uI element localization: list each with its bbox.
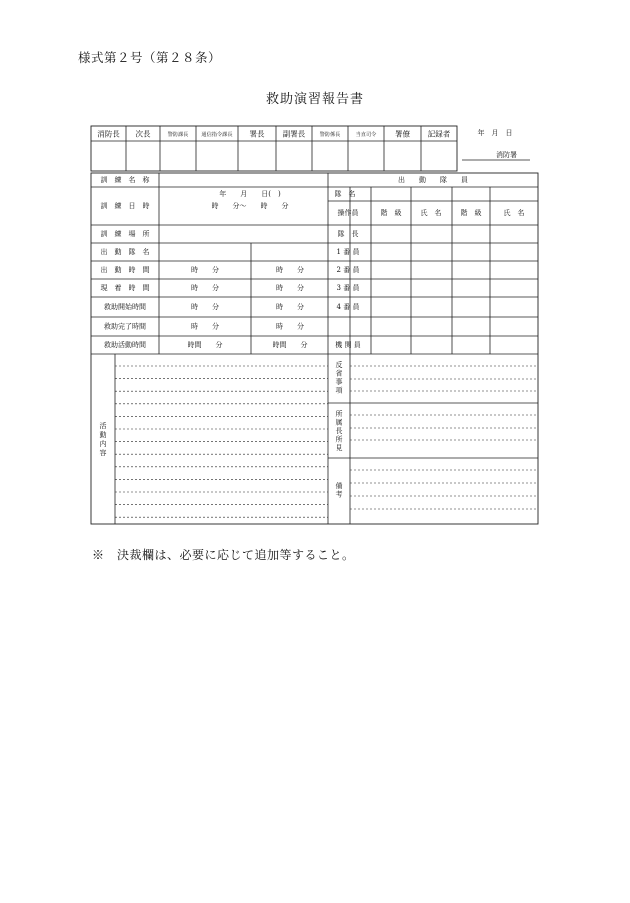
fire-station-label: 消防署 bbox=[496, 151, 517, 159]
training-name-label: 訓 練 名 称 bbox=[100, 176, 150, 184]
approval-header-5: 署長 bbox=[249, 129, 265, 139]
time-row-label: 救助活動時間 bbox=[104, 341, 146, 349]
operator-label: 操作員 bbox=[337, 209, 359, 217]
time-row-label: 救助完了時間 bbox=[104, 322, 146, 331]
approval-header-8: 当直司令 bbox=[355, 132, 377, 138]
time-value-first: 時 分 bbox=[191, 322, 219, 331]
approval-header-1: 消防長 bbox=[97, 129, 120, 139]
training-date-value: 年 月 日( ) bbox=[219, 190, 281, 198]
crew-role-2: 1 番 員 bbox=[336, 248, 360, 256]
approval-header-9: 署僚 bbox=[395, 129, 410, 139]
dispatch-unit-label: 出 動 隊 名 bbox=[100, 248, 150, 256]
unit-name-label: 隊 名 bbox=[334, 190, 356, 198]
approval-header-6: 副署長 bbox=[282, 129, 306, 139]
chief-opinion-label: 所 bbox=[335, 435, 343, 444]
training-place-label: 訓 練 場 所 bbox=[100, 230, 150, 238]
reflection-label: 反 bbox=[335, 361, 343, 369]
approval-header-2: 次長 bbox=[135, 129, 151, 139]
form-number: 様式第２号（第２８条） bbox=[78, 50, 222, 65]
chief-opinion-label: 見 bbox=[335, 444, 343, 452]
document-title: 救助演習報告書 bbox=[265, 92, 364, 107]
chief-opinion-label: 長 bbox=[335, 427, 343, 435]
activity-label: 活 bbox=[99, 422, 107, 430]
time-row-label: 出 動 時 間 bbox=[100, 266, 150, 274]
name-label-2: 氏 名 bbox=[503, 209, 525, 217]
training-datetime-label: 訓 練 日 時 bbox=[100, 202, 150, 210]
time-value-second: 時 分 bbox=[276, 303, 304, 311]
approval-header-10: 記録者 bbox=[427, 129, 451, 139]
crew-role-4: 3 番 員 bbox=[336, 284, 360, 292]
approval-date: 年 月 日 bbox=[477, 129, 513, 137]
time-value-first: 時 分 bbox=[191, 284, 219, 292]
time-value-second: 時 分 bbox=[276, 266, 304, 274]
time-value-second: 時間 分 bbox=[272, 341, 308, 349]
chief-opinion-label: 所 bbox=[335, 410, 343, 418]
rank-label-2: 階 級 bbox=[460, 209, 482, 217]
name-label-1: 氏 名 bbox=[420, 209, 442, 217]
rank-label-1: 階 級 bbox=[380, 209, 402, 217]
time-value-first: 時間 分 bbox=[187, 341, 223, 349]
crew-role-7: 機 関 員 bbox=[335, 341, 361, 349]
approval-header-3: 警防課長 bbox=[167, 132, 189, 138]
reflection-label: 省 bbox=[335, 369, 343, 378]
chief-opinion-label: 属 bbox=[335, 418, 343, 427]
crew-role-3: 2 番 員 bbox=[336, 266, 360, 274]
activity-label: 容 bbox=[99, 449, 107, 457]
time-row-label: 現 着 時 間 bbox=[100, 284, 150, 292]
approval-header-7: 警防係長 bbox=[319, 132, 341, 138]
time-value-second: 時 分 bbox=[276, 322, 304, 331]
remarks-label: 考 bbox=[335, 490, 343, 499]
remarks-label: 備 bbox=[335, 482, 343, 490]
approval-section bbox=[91, 126, 530, 171]
footnote: ※ 決裁欄は、必要に応じて追加等すること。 bbox=[92, 548, 355, 562]
reflection-label: 項 bbox=[335, 386, 343, 395]
activity-label: 内 bbox=[99, 440, 107, 448]
reflection-label: 事 bbox=[335, 378, 343, 386]
time-row-label: 救助開始時間 bbox=[104, 303, 146, 311]
time-value-first: 時 分 bbox=[191, 266, 219, 274]
approval-header-4: 通信指令課長 bbox=[201, 132, 233, 138]
main-table bbox=[91, 173, 538, 524]
crew-role-1: 隊 長 bbox=[337, 230, 359, 238]
crew-header: 出 動 隊 員 bbox=[398, 176, 468, 184]
table-border bbox=[91, 173, 538, 524]
training-time-value: 時 分〜 時 分 bbox=[211, 202, 289, 210]
time-value-first: 時 分 bbox=[191, 303, 219, 311]
activity-label: 動 bbox=[99, 431, 107, 439]
time-value-second: 時 分 bbox=[276, 284, 304, 292]
crew-role-5: 4 番 員 bbox=[336, 303, 360, 311]
